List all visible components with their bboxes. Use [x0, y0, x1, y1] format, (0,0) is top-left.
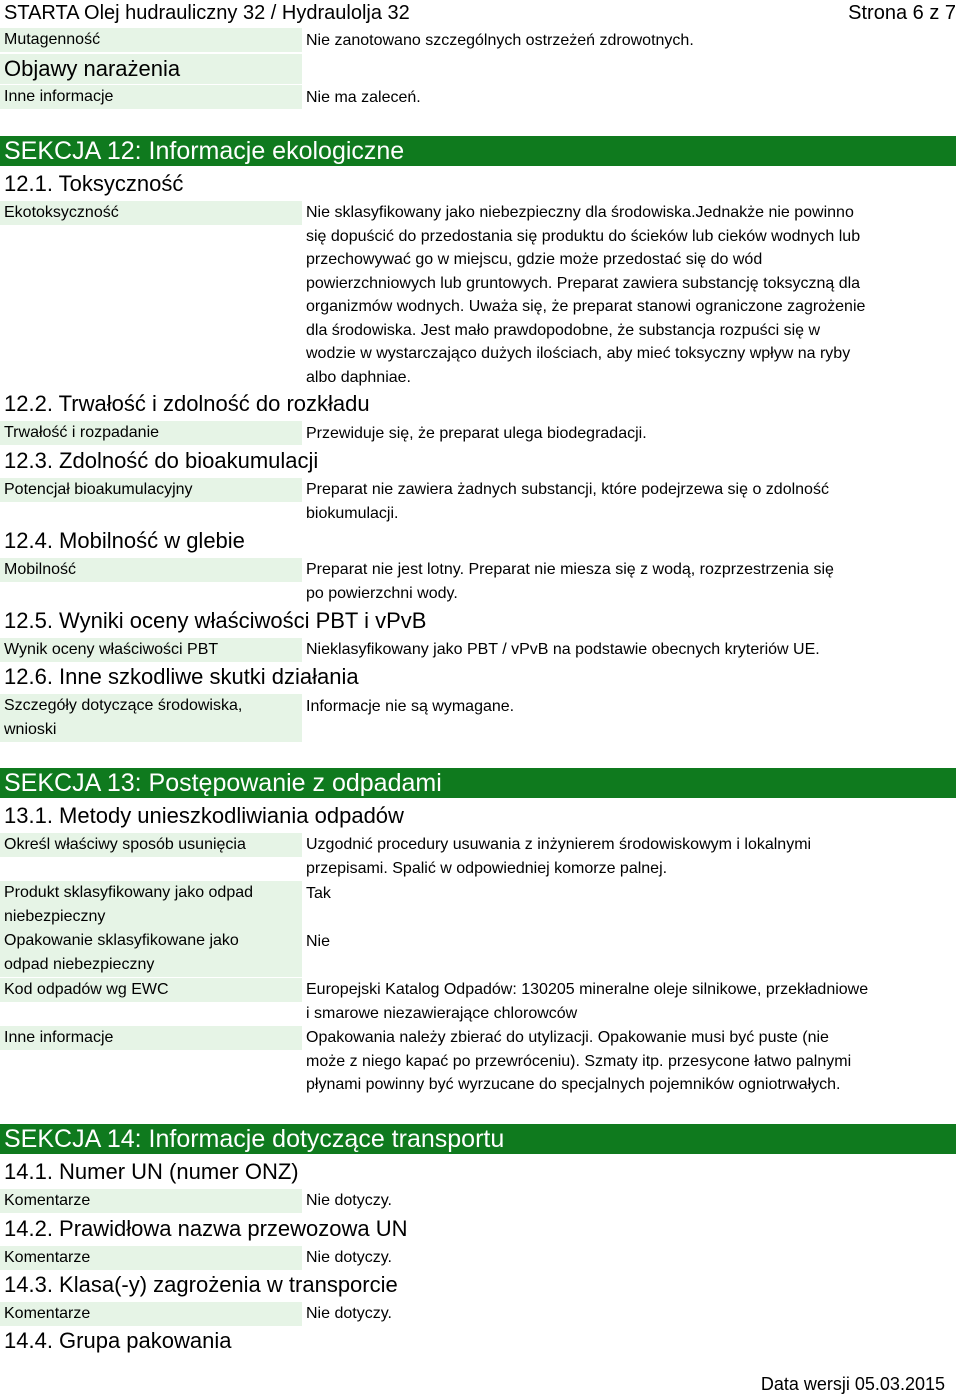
- bioaccumulation-value: Preparat nie zawiera żadnych substancji, które podejrzewa się o zdolność biokumulacji.: [306, 481, 829, 522]
- persistence-label: Trwałość i rozpadanie: [0, 421, 302, 445]
- subsection-14-1: 14.1. Numer UN (numer ONZ): [4, 1159, 299, 1184]
- disposal-method-label: Określ właściwy sposób usunięcia: [0, 833, 302, 857]
- exposure-heading: Objawy narażenia: [0, 54, 302, 84]
- document-title: STARTA Olej hudrauliczny 32 / Hydraulolja 32: [4, 2, 410, 24]
- hazardous-packaging-label: Opakowanie sklasyfikowane jako odpad niebezpieczny: [0, 929, 302, 977]
- subsection-13-1: 13.1. Metody unieszkodliwiania odpadów: [4, 803, 404, 828]
- ecotoxicity-label: Ekotoksyczność: [0, 201, 302, 225]
- ewc-code-label: Kod odpadów wg EWC: [0, 978, 302, 1002]
- page-number: Strona 6 z 7: [848, 2, 956, 24]
- other-info-label: Inne informacje: [0, 85, 302, 109]
- persistence-value: Przewiduje się, że preparat ulega biodegradacji.: [306, 425, 647, 442]
- version-date: Data wersji 05.03.2015: [760, 1374, 945, 1394]
- comment-value-14-3: Nie dotyczy.: [306, 1305, 392, 1322]
- environment-details-label: Szczegóły dotyczące środowiska, wnioski: [0, 694, 302, 742]
- hazardous-product-label: Produkt sklasyfikowany jako odpad niebezpieczny: [0, 881, 302, 929]
- comment-label-14-2: Komentarze: [0, 1246, 302, 1270]
- comment-value-14-2: Nie dotyczy.: [306, 1249, 392, 1266]
- pbt-label: Wynik oceny właściwości PBT: [0, 638, 302, 662]
- bioaccumulation-label: Potencjał bioakumulacyjny: [0, 478, 302, 502]
- subsection-12-1: 12.1. Toksyczność: [4, 171, 184, 196]
- subsection-12-4: 12.4. Mobilność w glebie: [4, 528, 245, 553]
- ewc-code-value: Europejski Katalog Odpadów: 130205 mineralne oleje silnikowe, przekładniowe i smarowe niezawierające chlorowców: [306, 981, 869, 1022]
- comment-value-14-1: Nie dotyczy.: [306, 1192, 392, 1209]
- section-12-header: SEKCJA 12: Informacje ekologiczne: [0, 136, 956, 166]
- section-14-header: SEKCJA 14: Informacje dotyczące transportu: [0, 1124, 956, 1154]
- subsection-14-2: 14.2. Prawidłowa nazwa przewozowa UN: [4, 1216, 408, 1241]
- subsection-12-2: 12.2. Trwałość i zdolność do rozkładu: [4, 391, 370, 416]
- disposal-other-info-value: Opakowania należy zbierać do utylizacji. Opakowanie musi być puste (nie może z niego kapać po przewróceniu). Szmaty itp. przesycone łatwo palnymi płynami powinny być wyrzucane do specjalnych pojemników ogniotrwałych.: [306, 1029, 852, 1093]
- mobility-value: Preparat nie jest lotny. Preparat nie miesza się z wodą, rozprzestrzenia się po powierzchni wody.: [306, 561, 834, 602]
- subsection-12-3: 12.3. Zdolność do bioakumulacji: [4, 448, 319, 473]
- subsection-12-6: 12.6. Inne szkodliwe skutki działania: [4, 664, 359, 689]
- disposal-method-value: Uzgodnić procedury usuwania z inżynierem środowiskowym i lokalnymi przepisami. Spalić w odpowiedniej komorze palnej.: [306, 836, 812, 877]
- ecotoxicity-value: Nie sklasyfikowany jako niebezpieczny dla środowiska.Jednakże nie powinno się dopuścić do przedostania się produktu do ścieków lub cieków wodnych lub przechowywać go w miejscu, gdzie może przedostać się do wód powierzchniowych lub gruntowych. Preparat zawiera substancję toksyczną dla organizmów wodnych. Uważa się, że preparat stanowi ograniczone zagrożenie dla środowiska. Jest mało prawdopodobne, że substancja rozpuści się w wodzie w wystarczająco dużych ilościach, aby mieć toksyczny wpływ na ryby albo daphniae.: [306, 204, 866, 386]
- other-info-value: Nie ma zaleceń.: [306, 89, 421, 106]
- disposal-other-info-label: Inne informacje: [0, 1026, 302, 1050]
- hazardous-packaging-value: Nie: [306, 933, 331, 950]
- subsection-12-5: 12.5. Wyniki oceny właściwości PBT i vPvB: [4, 608, 427, 633]
- section-13-header: SEKCJA 13: Postępowanie z odpadami: [0, 768, 956, 798]
- environment-details-value: Informacje nie są wymagane.: [306, 698, 515, 715]
- mobility-label: Mobilność: [0, 558, 302, 582]
- mutagenicity-value: Nie zanotowano szczególnych ostrzeżeń zdrowotnych.: [306, 32, 694, 49]
- comment-label-14-1: Komentarze: [0, 1189, 302, 1213]
- mutagenicity-label: Mutagenność: [0, 28, 302, 52]
- pbt-value: Nieklasyfikowany jako PBT / vPvB na podstawie obecnych kryteriów UE.: [306, 641, 820, 658]
- comment-label-14-3: Komentarze: [0, 1302, 302, 1326]
- subsection-14-3: 14.3. Klasa(-y) zagrożenia w transporcie: [4, 1272, 398, 1297]
- subsection-14-4: 14.4. Grupa pakowania: [4, 1328, 232, 1353]
- hazardous-product-value: Tak: [306, 885, 331, 902]
